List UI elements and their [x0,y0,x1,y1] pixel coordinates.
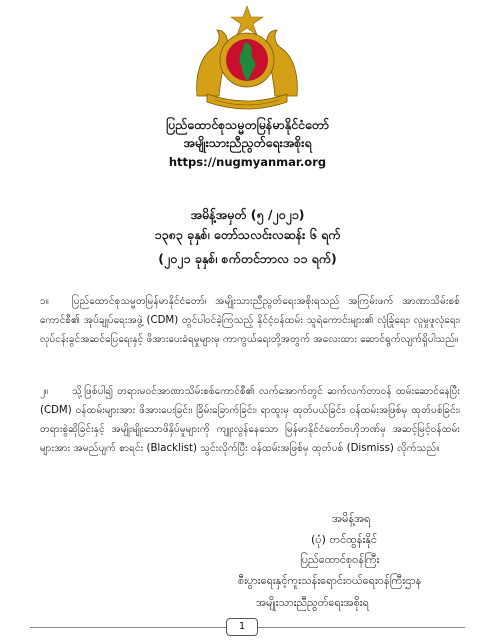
page-number: 1 [226,618,258,636]
paragraph-number: ၁။ [40,296,49,307]
org-name-line2: အမျိုးသားညီညွတ်ရေးအစိုးရ [183,135,312,150]
website-link[interactable]: https://nugmyanmar.org [168,155,327,169]
order-date-myanmar: ၁၃၈၃ ခုနှစ်၊ တော်သလင်းလဆန်း ၆ ရက် [154,227,341,242]
org-name-line1: ပြည်ထောင်စုသမ္မတမြန်မာနိုင်ငံတော် [165,117,330,132]
state-seal-icon [191,4,303,114]
paragraph-number: ၂။ [40,386,49,397]
paragraph-text: ပြည်ထောင်စုသမ္မတမြန်မာနိုင်ငံတော်၊ အမျိုးသားညီညွတ်ရေးအစိုးရသည် အကြမ်းဖက် အာဏာသိမ်းစစ်ကောင်စီ၏ အုပ်ချုပ်ရေးအဖွဲ့ (CDM) တွင်ပါဝင်ခဲ့ကြသည့် နိုင်ငံ့ဝန်ထမ်း သူရဲကောင်းများ၏ လုံခြုံရေး၊ လူမှုဖူလုံရေး၊ လုပ်ငန်းခွင်အဆင်ပြေရေးနှင့် ဖိအားပေးခံရမှုများမှ ကာကွယ်ရေးတို့အတွက် အလေးထား ဆောင်ရွက်လျက်ရှိပါသည်။ [40,296,460,345]
order-number: အမိန့်အမှတ် (၅ /၂၀၂၁) [190,207,305,222]
signatory-name: (ပုံ) တင်ထွန်းနိုင် [311,533,378,546]
signatory-ministry: စီးပွားရေးနှင့်ကူးသန်းရောင်းဝယ်ရေးဝန်ကြီးဌာန [238,574,422,587]
paragraph-text: သို့ဖြစ်ပါ၍ တရားမဝင်အာဏာသိမ်းစစ်ကောင်စီ၏ လက်အောက်တွင် ဆက်လက်တာဝန် ထမ်းဆောင်နေပြီး (CDM) ဝန်ထမ်းများအား ဖိအားပေးခြင်း၊ ခြိမ်းခြောက်ခြင်း၊ ရာထူးမှ ထုတ်ပယ်ခြင်း၊ ဝန်ထမ်းအဖြစ်မှ ထုတ်ပစ်ခြင်း၊ တရားစွဲဆိုခြင်းနှင့် အမျိုးမျိုးသောဖိနှိပ်မှုများကို ကျူးလွန်နေသော မြန်မာနိုင်ငံတော်ဗဟိုဘဏ်မှ အဆင့်မြင့်ဝန်ထမ်းများအား အမည်ပျက် စာရင်း (Blacklist) သွင်းလိုက်ပြီး ဝန်ထမ်းအဖြစ်မှ ထုတ်ပစ် (Dismiss) လိုက်သည်။ [40,386,460,454]
signatory-government: အမျိုးသားညီညွတ်ရေးအစိုးရ [256,596,369,609]
paragraph-1 [40,292,460,349]
paragraph-2 [40,382,460,458]
signatory-title: ပြည်ထောင်စုဝန်ကြီး [300,553,380,566]
order-date-gregorian: (၂၀၂၁ ခုနှစ်၊ စက်တင်ဘာလ ၁၁ ရက်) [158,251,337,266]
by-order-label: အမိန့်အရ [332,512,371,525]
